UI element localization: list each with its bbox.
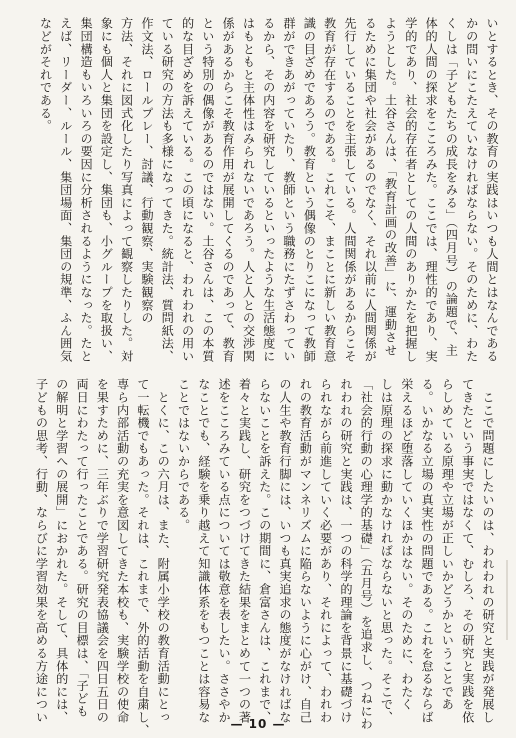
- page-number: — 10 —: [230, 717, 286, 731]
- lower-text-block: ここで問題にしたいのは、われわれの研究と実践が発展し てきたという事実ではなくて、むしろ、その研究と実践を依 らしめている原理や立場が正しいかどうかということであ る。いかなる立場の真実性の問題である。これを怠るならば 栄えるほど堕落していくほかはない。そのために、わたく しは原理の探求に動かなければならないと思った。そこで、 「社会的行動の心理学的基礎」（五月号）を追求し、つねにわ れわれの研究と実践は、一つの科学的理論を背景に基礎づけ られながら前進していく必要があり、それによって、われわ れの教育活動がマンネリズムに陥らないように心がけ、自己 の人生や教育行脚には、いつも真実追求の態度がなければな らないことを訴えた。この期間に、倉富さんは、これまで、 着々と実践し、研究をつづけてきた結果をまとめて一つの著 述をこころみている点については敬意を表したい。ささやか なことでも、経験を乗り越えて知識体系をもつことは容易な ことではないからである。 とくに、この六月は、また、附属小学校の教育活動にとっ て一転機でもあった。それは、これまで、外的活動を自粛し、 専ら内部活動の充実を意図してきた本校も、実験学校の使命 を果すために、三年ぶりで学習研究発表協議会を四日五日の 両日にわたって行ったことである。研究の目標は、「子ども の解明と学習への展開」におかれた。そして、具体的には、 子どもの思考、行動、ならびに学習効果を高める方途につい: [34, 378, 495, 737]
- upper-text-block: いとするとき、その教育の実践はいつも人間とはなんである かの問いにこたえていなければならない。そのために、わた くしは「子どもたちの成長をみる」（四月号）の論題で、主 体的人間の探求をこころみた。ここでは、理性的であり、実 学的であり、社会的存在者としての人間のありかたを把握し ようとした。土谷さんは、「教育計画の改善」に、運動させ るために集団や社会があるのでなく、それ以前に人間関係が 先行していることを主張している。人間関係があるからこそ 教育が存在するのである。これこそ、まことに新しい教育意 識の目ざめであろう。教育という偶像のとりこになって教師 群ができあがっていたり、教師という職務にたずさわってい るから、その内容を研究しているといったような生活態度に はもともと主体性はみられないであろう。人と人との交渉関 係があるからこそ教育作用が展開してくるのであって、教育 という特別の偶像があるのではない。土谷さんは、この本質 的な目ざめを訴えている。この頃になると、われわれの用い ている研究の方法も多様になってきた。統計法、質問紙法、 作文法、ロールプレー、討議、行動観察、実験観察の 方法、それに図式化したり写真によって観察したりした。対 象にも個人と集団を設定し、集団も、小グループを取扱い、 集団構造もいろいろの要因に分析されるようになった。たと えば、リーダー、ルール、集団場面、集団の規準、ふん囲気 などがそれである。: [38, 17, 499, 363]
- scan-artifact: [506, 560, 508, 640]
